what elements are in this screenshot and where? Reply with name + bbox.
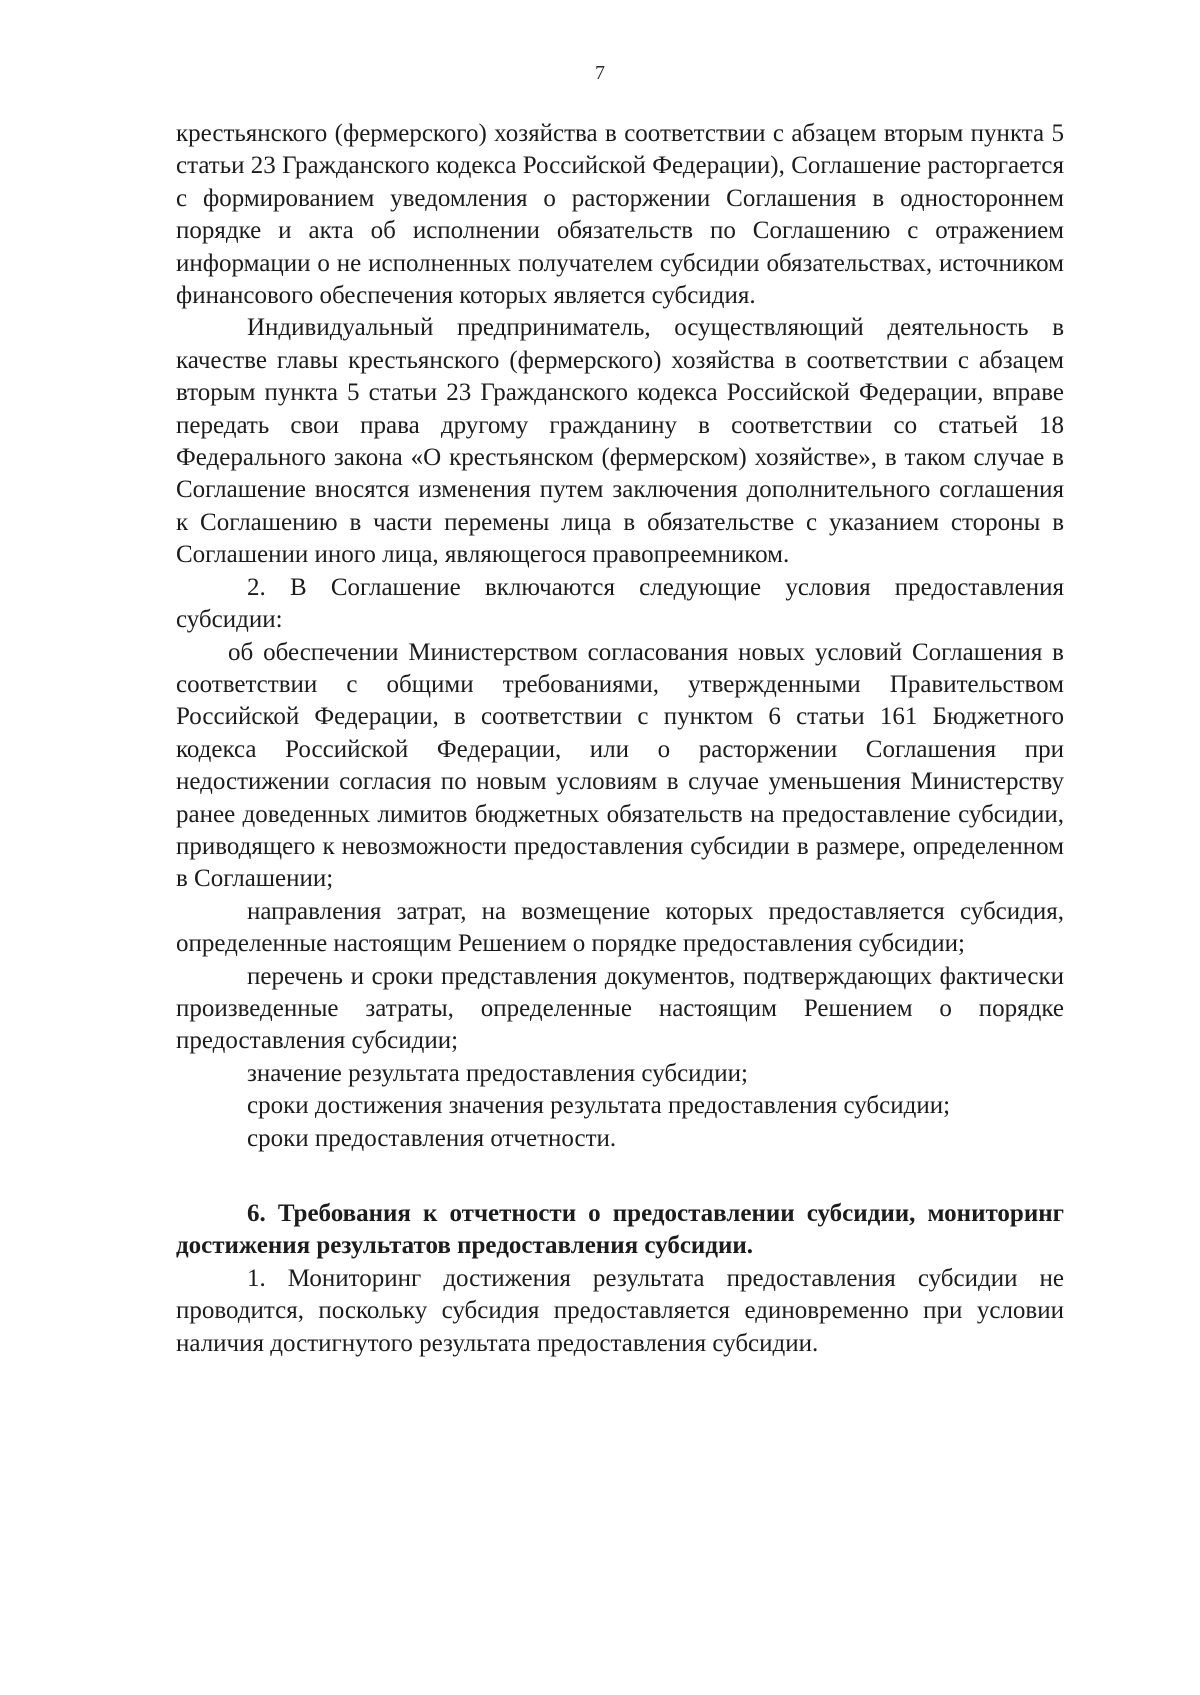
paragraph-4: об обеспечении Министерством согласования новых условий Соглашения в соответствии с общими требованиями, утвержденными Правительством Российской Федерации, в соответствии с пунктом 6 статьи 161 Бюджетного кодекса Российской Федерации, или о расторжении Соглашения при недостижении согласия по новым условиям в случае уменьшения Министерству ранее доведенных лимитов бюджетных обязательств на предоставление субсидии, приводящего к невозможности предоставления субсидии в размере, определенном в Соглашении; <box>176 638 1064 893</box>
paragraph-9: сроки предоставления отчетности. <box>247 1124 617 1152</box>
paragraph-3: 2. В Соглашение включаются следующие условия предоставления субсидии: <box>176 573 1064 634</box>
paragraph-6: перечень и сроки представления документов, подтверждающих фактически произведенные затраты, определенные настоящим Решением о порядке предоставления субсидии; <box>176 962 1064 1055</box>
section-heading: 6. Требования к отчетности о предоставлении субсидии, мониторинг достижения результатов предоставления субсидии. <box>176 1200 1064 1260</box>
page-number: 7 <box>595 62 605 84</box>
paragraph-8: сроки достижения значения результата предоставления субсидии; <box>247 1092 951 1120</box>
paragraph-5: направления затрат, на возмещение которых предоставляется субсидия, определенные настоящим Решением о порядке предоставления субсидии; <box>176 897 1064 958</box>
paragraph-2: Индивидуальный предприниматель, осуществляющий деятельность в качестве главы крестьянского (фермерского) хозяйства в соответствии с абзацем вторым пункта 5 статьи 23 Гражданского кодекса Российской Федерации, вправе передать свои права другому гражданину в соответствии со статьей 18 Федерального закона «О крестьянском (фермерском) хозяйстве», в таком случае в Соглашение вносятся изменения путем заключения дополнительного соглашения к Соглашению в части перемены лица в обязательстве с указанием стороны в Соглашении иного лица, являющегося правопреемником. <box>176 314 1064 569</box>
paragraph-1: крестьянского (фермерского) хозяйства в соответствии с абзацем вторым пункта 5 статьи 23 Гражданского кодекса Российской Федерации), Соглашение расторгается с формированием уведомления о расторжении Соглашения в одностороннем порядке и акта об исполнении обязательств по Соглашению с отражением информации о не исполненных получателем субсидии обязательствах, источником финансового обеспечения которых является субсидия. <box>176 120 1064 310</box>
paragraph-10: 1. Мониторинг достижения результата предоставления субсидии не проводится, поскольку субсидия предоставляется единовременно при условии наличия достигнутого результата предоставления субсидии. <box>176 1264 1064 1357</box>
document-body <box>176 118 1064 1360</box>
paragraph-7: значение результата предоставления субсидии; <box>247 1059 748 1087</box>
